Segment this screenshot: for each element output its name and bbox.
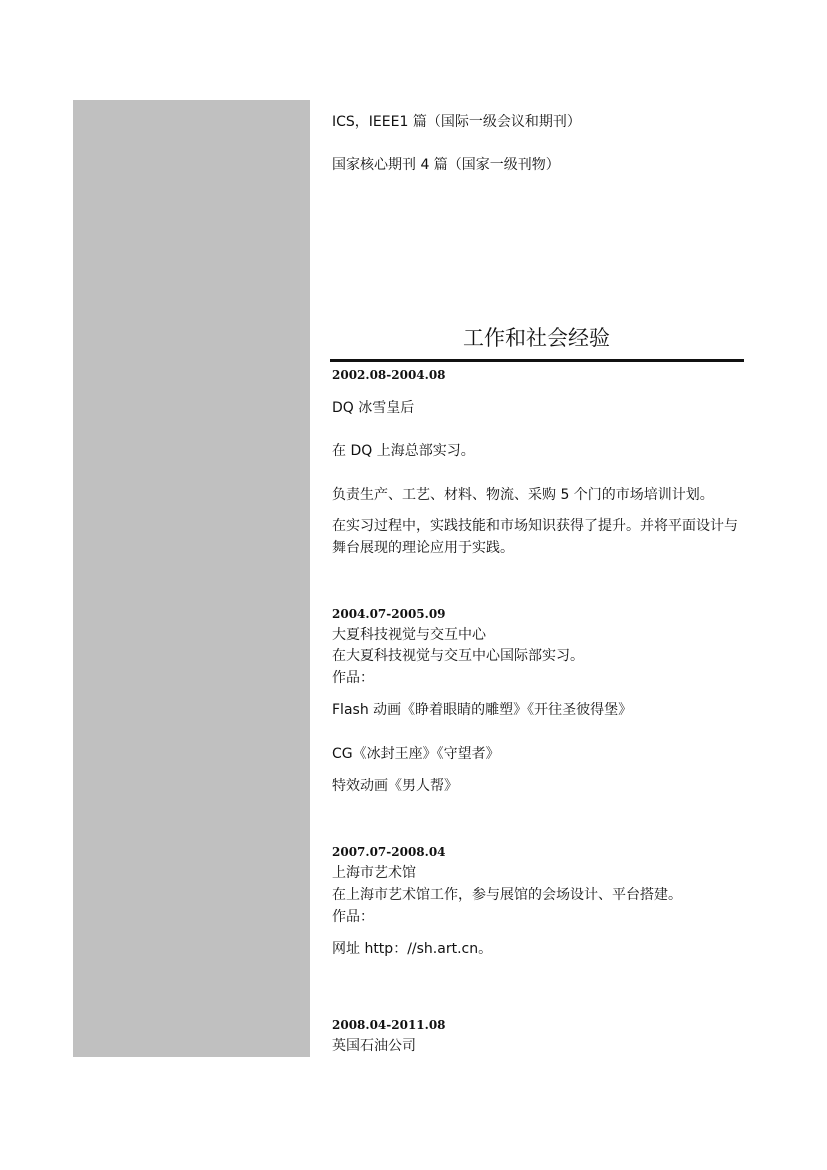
- job-org: 大夏科技视觉与交互中心: [332, 627, 486, 643]
- sidebar-panel: [73, 100, 310, 1057]
- job-org: DQ 冰雪皇后: [332, 400, 415, 416]
- work-item: Flash 动画《睁着眼睛的雕塑》《开往圣彼得堡》: [332, 702, 633, 718]
- job-desc: 负责生产、工艺、材料、物流、采购 5 个门的市场培训计划。: [332, 487, 714, 503]
- job-date: 2007.07-2008.04: [332, 845, 446, 859]
- section-divider: [330, 359, 744, 362]
- works-label: 作品：: [332, 909, 374, 925]
- job-desc: 在上海市艺术馆工作，参与展馆的会场设计、平台搭建。: [332, 887, 682, 903]
- works-label: 作品：: [332, 670, 374, 686]
- job-org: 英国石油公司: [332, 1038, 416, 1054]
- work-item: 特效动画《男人帮》: [332, 778, 458, 794]
- job-desc: 在大夏科技视觉与交互中心国际部实习。: [332, 648, 584, 664]
- work-item: 网址 http：//sh.art.cn。: [332, 941, 493, 957]
- job-org: 上海市艺术馆: [332, 865, 416, 881]
- publication-line-2: 国家核心期刊 4 篇（国家一级刊物）: [332, 157, 560, 173]
- job-date: 2008.04-2011.08: [332, 1018, 446, 1032]
- publication-line-1: ICS，IEEE1 篇（国际一级会议和期刊）: [332, 114, 581, 130]
- section-title: 工作和社会经验: [463, 326, 610, 350]
- job-desc: 在实习过程中，实践技能和市场知识获得了提升。并将平面设计与舞台展现的理论应用于实践。: [332, 518, 738, 556]
- work-item: CG《冰封王座》《守望者》: [332, 746, 500, 762]
- job-desc: 在 DQ 上海总部实习。: [332, 443, 475, 459]
- job-date: 2002.08-2004.08: [332, 368, 446, 382]
- job-date: 2004.07-2005.09: [332, 607, 446, 621]
